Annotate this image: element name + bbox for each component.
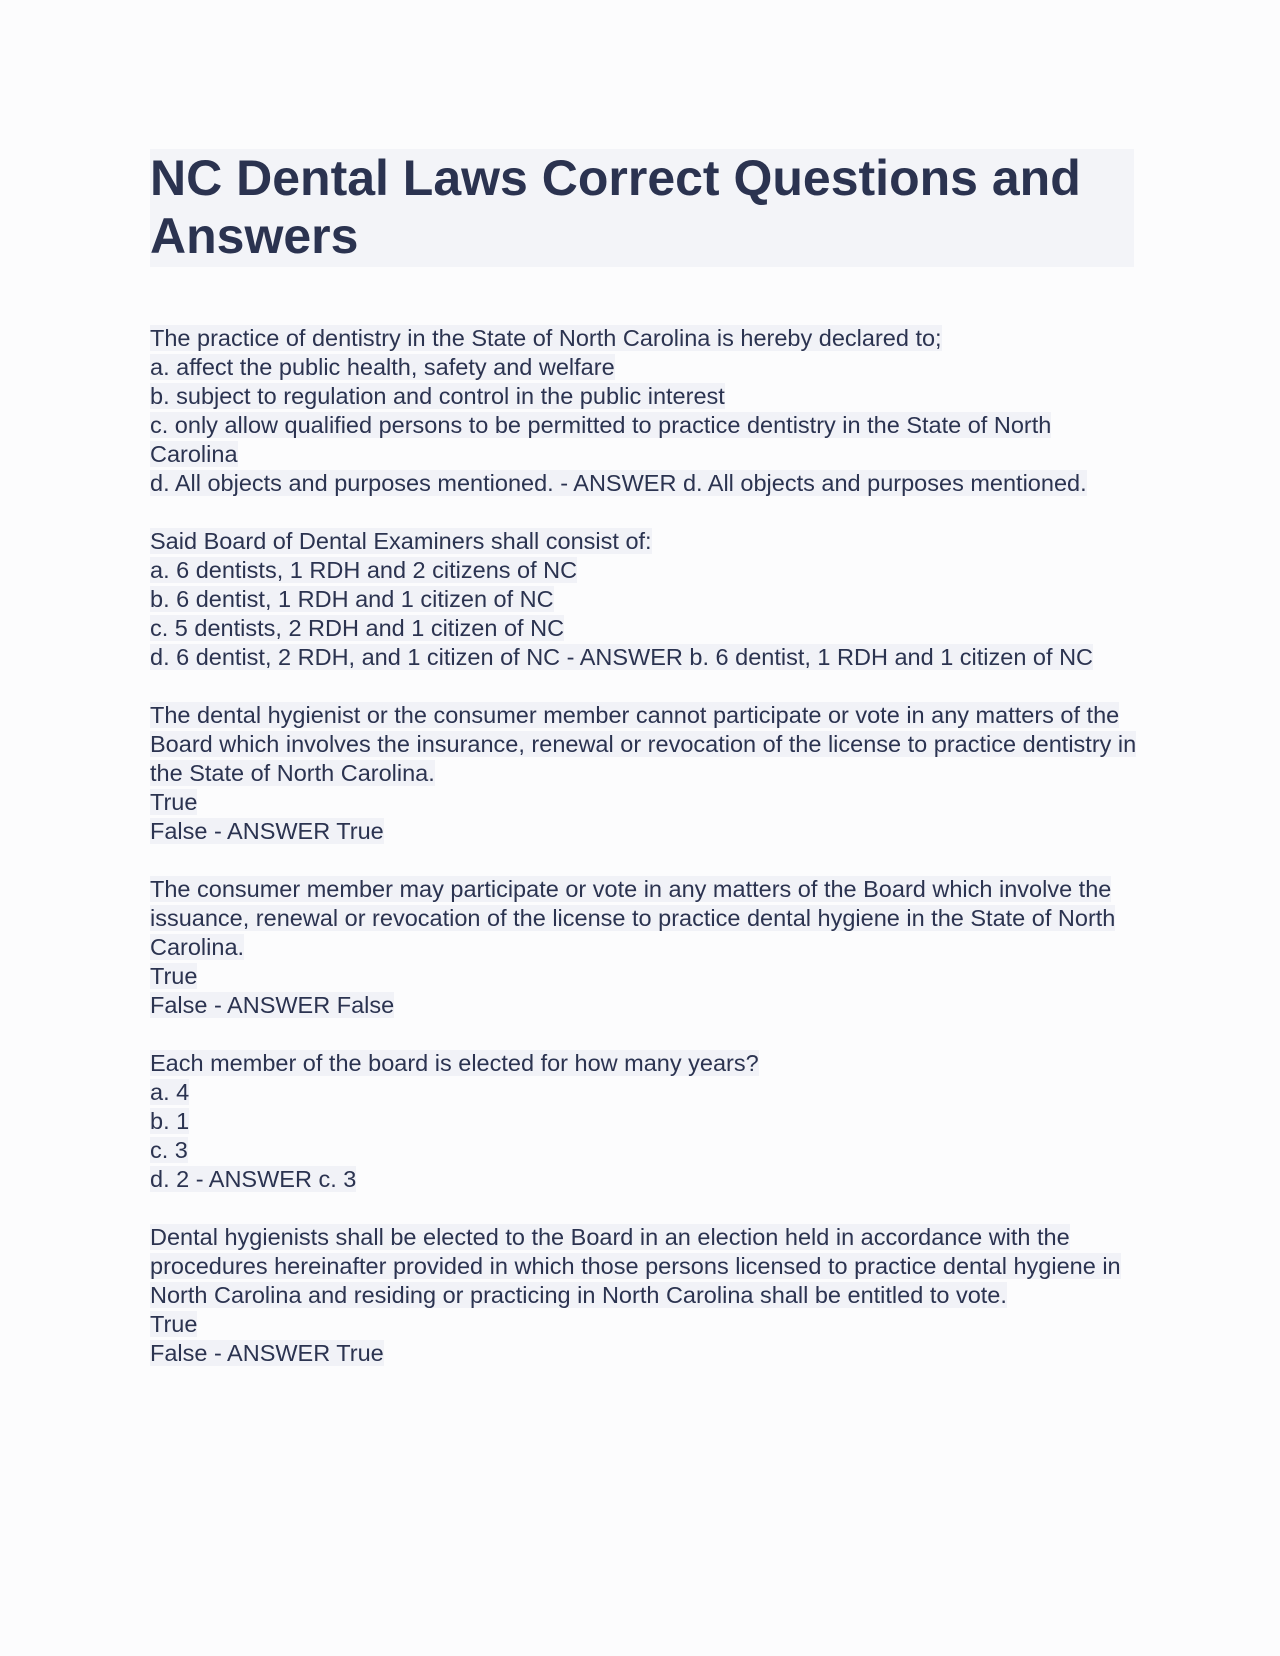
answer-option: True: [150, 789, 198, 815]
answer-option-with-answer: False - ANSWER False: [150, 992, 395, 1018]
answer-option-with-answer: False - ANSWER True: [150, 1340, 384, 1366]
answer-option: a. affect the public health, safety and welfare: [150, 354, 615, 380]
answer-option-with-answer: d. 2 - ANSWER c. 3: [150, 1166, 357, 1192]
question-block: [150, 701, 1140, 846]
answer-option: True: [150, 1311, 198, 1337]
document-title: NC Dental Laws Correct Questions and Answers: [150, 150, 1081, 264]
question-text: The practice of dentistry in the State of North Carolina is hereby declared to;: [150, 325, 942, 351]
question-block: [150, 527, 1140, 672]
answer-option: b. 6 dentist, 1 RDH and 1 citizen of NC: [150, 586, 554, 612]
question-text: The consumer member may participate or vote in any matters of the Board which involve the issuance, renewal or revocation of the license to practice dental hygiene in the State of North Carolina.: [150, 876, 1116, 960]
answer-option-with-answer: d. All objects and purposes mentioned. - ANSWER d. All objects and purposes mentioned.: [150, 470, 1087, 496]
question-text: Each member of the board is elected for how many years?: [150, 1050, 759, 1076]
answer-option: b. 1: [150, 1108, 190, 1134]
document-body: [150, 324, 1140, 1397]
question-block: [150, 875, 1140, 1020]
question-text: Dental hygienists shall be elected to the Board in an election held in accordance with the procedures hereinafter provided in which those persons licensed to practice dental hygiene in North Carolina and residing or practicing in North Carolina shall be entitled to vote.: [150, 1224, 1121, 1308]
question-block: [150, 324, 1140, 498]
answer-option: c. 5 dentists, 2 RDH and 1 citizen of NC: [150, 615, 565, 641]
question-text: Said Board of Dental Examiners shall consist of:: [150, 528, 652, 554]
answer-option: b. subject to regulation and control in the public interest: [150, 383, 725, 409]
question-block: [150, 1049, 1140, 1194]
question-text: The dental hygienist or the consumer member cannot participate or vote in any matters of the Board which involves the insurance, renewal or revocation of the license to practice dentistry in the State of North Carolina.: [150, 702, 1137, 786]
answer-option: a. 4: [150, 1079, 190, 1105]
answer-option: True: [150, 963, 198, 989]
question-block: [150, 1223, 1140, 1368]
answer-option: c. only allow qualified persons to be permitted to practice dentistry in the State of North Carolina: [150, 412, 1052, 467]
answer-option: a. 6 dentists, 1 RDH and 2 citizens of NC: [150, 557, 578, 583]
answer-option-with-answer: d. 6 dentist, 2 RDH, and 1 citizen of NC - ANSWER b. 6 dentist, 1 RDH and 1 citizen of NC: [150, 644, 1094, 670]
answer-option-with-answer: False - ANSWER True: [150, 818, 384, 844]
title-block: [150, 149, 1134, 267]
answer-option: c. 3: [150, 1137, 188, 1163]
